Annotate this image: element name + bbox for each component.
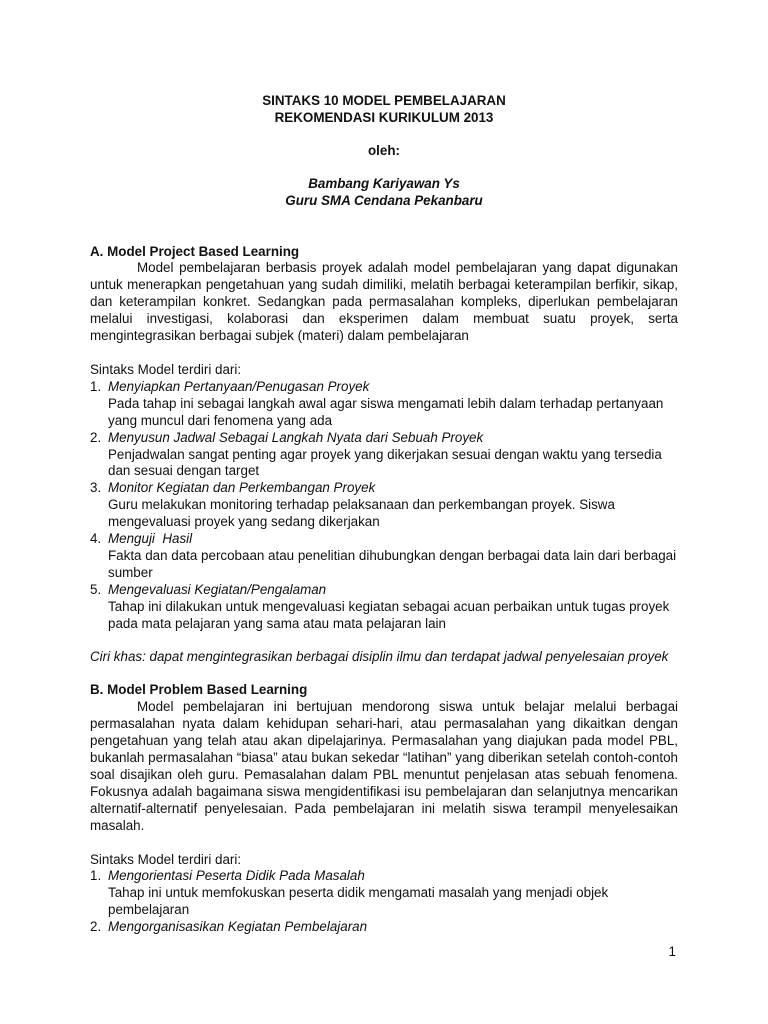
section-b-steps [90, 868, 678, 936]
step-description: Tahap ini dilakukan untuk mengevaluasi kegiatan sebagai acuan perbaikan untuk tugas proyek pada mata pelajaran yang sama atau mata pelajaran lain [108, 598, 670, 631]
section-a-paragraph: Model pembelajaran berbasis proyek adalah model pembelajaran yang dapat digunakan untuk menerapkan pengetahuan yang sudah dimiliki, melatih berbagai keterampilan berfikir, sikap, dan keterampilan konkret. Sedangkan pada permasalahan kompleks, diperlukan pembelajaran melalui investigasi, kolaborasi dan eksperimen dalam membuat suatu proyek, serta mengintegrasikan berbagai subjek (materi) dalam pembelajaran [90, 260, 678, 344]
step-description: Fakta dan data percobaan atau penelitian dihubungkan dengan berbagai data lain dari berbagai sumber [108, 547, 677, 580]
step-number: 1. [90, 868, 102, 884]
step-number: 3. [90, 480, 102, 496]
section-a-feature: Ciri khas: dapat mengintegrasikan berbagai disiplin ilmu dan terdapat jadwal penyelesaian proyek [90, 649, 669, 665]
step-number: 4. [90, 531, 102, 547]
section-b-syntax-intro: Sintaks Model terdiri dari: [90, 851, 242, 867]
section-a-syntax-intro: Sintaks Model terdiri dari: [90, 361, 242, 377]
step-number: 5. [90, 581, 102, 597]
section-problem-based-learning [90, 682, 678, 936]
step-title: Menyusun Jadwal Sebagai Langkah Nyata dari Sebuah Proyek [108, 429, 484, 445]
list-item [90, 868, 678, 919]
step-title: Mengorientasi Peserta Didik Pada Masalah [108, 868, 365, 884]
step-title: Mengevaluasi Kegiatan/Pengalaman [108, 581, 327, 597]
step-number: 2. [90, 919, 102, 935]
list-item [90, 430, 678, 481]
step-title: Menyiapkan Pertanyaan/Penugasan Proyek [108, 378, 370, 394]
step-title: Mengorganisasikan Kegiatan Pembelajaran [108, 919, 368, 935]
document-page [90, 90, 678, 936]
step-description: Tahap ini untuk memfokuskan peserta didik mengamati masalah yang menjadi objek pembelajaran [108, 885, 609, 918]
step-title: Menguji Hasil [108, 531, 193, 547]
step-number: 2. [90, 429, 102, 445]
step-description: Penjadwalan sangat penting agar proyek yang dikerjakan sesuai dengan waktu yang tersedia dan sesuai dengan target [108, 446, 662, 479]
section-b-heading: B. Model Problem Based Learning [90, 682, 308, 698]
step-number: 1. [90, 378, 102, 394]
step-description: Guru melakukan monitoring terhadap pelaksanaan dan perkembangan proyek. Siswa mengevaluasi proyek yang sedang dikerjakan [108, 497, 615, 530]
step-description: Pada tahap ini sebagai langkah awal agar siswa mengamati lebih dalam terhadap pertanyaan yang muncul dari fenomena yang ada [108, 395, 664, 428]
list-item [90, 379, 678, 430]
by-label: oleh: [368, 142, 400, 158]
list-item [90, 480, 678, 531]
document-title-line1: SINTAKS 10 MODEL PEMBELAJARAN [262, 93, 506, 108]
section-a-steps [90, 379, 678, 633]
author-name: Bambang Kariyawan Ys [308, 175, 460, 191]
step-title: Monitor Kegiatan dan Perkembangan Proyek [108, 480, 376, 496]
section-b-paragraph: Model pembelajaran ini bertujuan mendorong siswa untuk belajar melalui berbagai permasalahan nyata dalam kehidupan sehari-hari, atau permasalahan yang dikaitkan dengan pengetahuan yang telah atau akan dipelajarinya. Permasalahan yang diajukan pada model PBL, bukanlah permasalahan “biasa” atau bukan sekedar “latihan” yang diberikan setelah contoh-contoh soal disajikan oleh guru. Pemasalahan dalam PBL menuntut penjelasan atas sebuah fenomena. Fokusnya adalah bagaimana siswa mengidentifikasi isu pembelajaran dan selanjutnya mencarikan alternatif-alternatif penyelesaian. Pada pembelajaran ini melatih siswa terampil menyelesaikan masalah. [90, 699, 678, 833]
document-header [90, 93, 678, 210]
author-role: Guru SMA Cendana Pekanbaru [285, 192, 483, 208]
list-item [90, 531, 678, 582]
list-item [90, 919, 678, 936]
section-project-based-learning [90, 244, 678, 667]
page-number: 1 [668, 944, 676, 959]
section-a-heading: A. Model Project Based Learning [90, 243, 300, 259]
document-title-line2: REKOMENDASI KURIKULUM 2013 [274, 109, 494, 125]
list-item [90, 582, 678, 633]
